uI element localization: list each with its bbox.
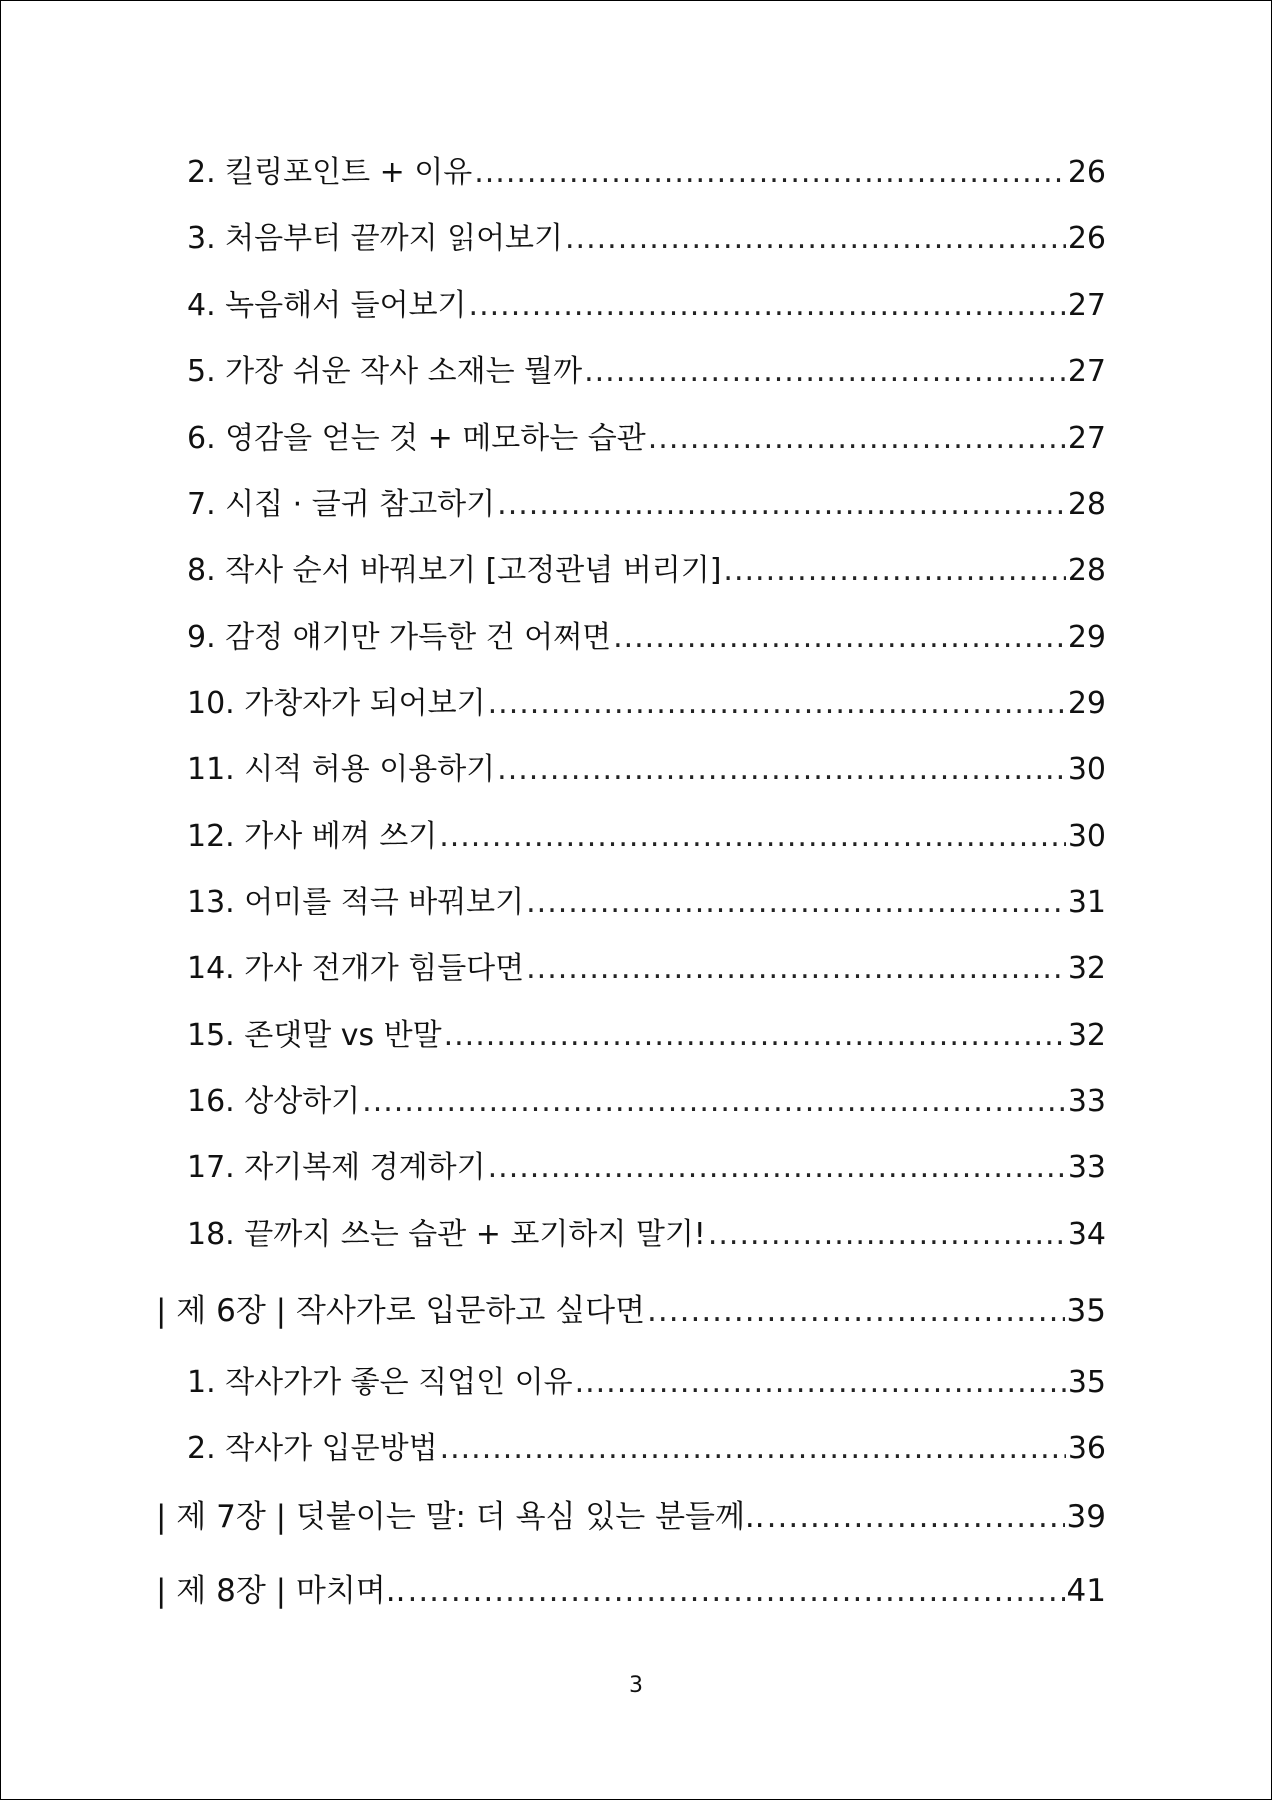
toc-entry[interactable] [187,883,1106,923]
dot-leader [526,949,1066,989]
toc-entry-page: 28 [1067,487,1106,522]
toc-entry[interactable] [187,1363,1106,1403]
toc-entry-title: 3. 처음부터 끝까지 읽어보기 [187,221,564,256]
toc-entry-title: | 제 7장 | 덧붙이는 말: 더 욕심 있는 분들께.. [156,1499,765,1535]
dot-leader [584,352,1066,392]
toc-entry-page: 41 [1066,1573,1106,1609]
toc-entry[interactable] [187,1429,1106,1469]
dot-leader [474,153,1066,193]
toc-entry-title: 5. 가장 쉬운 작사 소재는 뭘까 [187,354,583,389]
toc-entry[interactable] [187,485,1106,525]
toc-entry-page: 29 [1067,686,1106,721]
toc-entry-title: 13. 어미를 적극 바꿔보기 [187,885,525,920]
toc-entry-title: 17. 자기복제 경계하기 [187,1150,486,1185]
toc-entry-page: 35 [1067,1365,1106,1400]
toc-entry[interactable] [187,551,1106,591]
dot-leader [708,1215,1066,1255]
toc-entry-title: 11. 시적 허용 이용하기 [187,752,496,787]
dot-leader [648,419,1066,459]
toc-entry[interactable] [187,1016,1106,1056]
toc-entry-page: 33 [1067,1084,1106,1119]
toc-entry-title: 14. 가사 전개가 힘들다면 [187,951,525,986]
toc-entry[interactable] [187,1082,1106,1122]
dot-leader [647,1291,1065,1331]
toc-entry-page: 32 [1067,951,1106,986]
dot-leader [488,1148,1066,1188]
dot-leader [497,485,1066,525]
toc-entry[interactable] [187,419,1106,459]
toc-entry-title: 4. 녹음해서 들어보기 [187,288,467,323]
toc-entry-title: 7. 시집 · 글귀 참고하기 [187,487,496,522]
toc-entry-title: | 제 8장 | 마치며.. [156,1573,406,1609]
dot-leader [488,684,1066,724]
toc-entry-title: 8. 작사 순서 바꿔보기 [고정관념 버리기] [187,553,722,588]
dot-leader [575,1363,1066,1403]
toc-entry-page: 36 [1067,1431,1106,1466]
toc-entry[interactable] [187,219,1106,259]
toc-chapter-entry[interactable] [156,1497,1106,1537]
dot-leader [526,883,1066,923]
toc-entry-title: 18. 끝까지 쓰는 습관 + 포기하지 말기! [187,1217,706,1252]
toc-entry-page: 30 [1067,752,1106,787]
toc-entry-page: 31 [1067,885,1106,920]
toc-entry-page: 34 [1067,1217,1106,1252]
toc-entry-title: 6. 영감을 얻는 것 + 메모하는 습관 [187,421,646,456]
dot-leader [565,219,1066,259]
toc-entry-page: 33 [1067,1150,1106,1185]
dot-leader [497,750,1066,790]
dot-leader [407,1571,1064,1611]
dot-leader [444,1016,1066,1056]
toc-entry-page: 26 [1067,155,1106,190]
page-number: 3 [629,1673,643,1698]
toc-entry-page: 29 [1067,620,1106,655]
toc-entry-title: 12. 가사 베껴 쓰기 [187,819,438,854]
toc-chapter-entry[interactable] [156,1571,1106,1611]
toc-entry-page: 27 [1067,288,1106,323]
toc-entry-page: 26 [1067,221,1106,256]
toc-entry-title: 16. 상상하기 [187,1084,361,1119]
toc-entry-title: 2. 킬링포인트 + 이유 [187,155,473,190]
toc-entry-title: 15. 존댓말 vs 반말 [187,1018,442,1053]
toc-entry[interactable] [187,1148,1106,1188]
toc-entry-title: 10. 가창자가 되어보기 [187,686,486,721]
toc-entry-page: 27 [1067,421,1106,456]
toc-entry-title: | 제 6장 | 작사가로 입문하고 싶다면 [156,1293,646,1329]
toc-entry-page: 39 [1066,1499,1106,1535]
dot-leader [469,286,1066,326]
toc-entry[interactable] [187,352,1106,392]
dot-leader [439,817,1066,857]
dot-leader [362,1082,1066,1122]
toc-entry-page: 28 [1067,553,1106,588]
toc-entry[interactable] [187,153,1106,193]
toc-entry-page: 27 [1067,354,1106,389]
dot-leader [440,1429,1066,1469]
toc-chapter-entry[interactable] [156,1291,1106,1331]
toc-entry[interactable] [187,750,1106,790]
toc-entry-title: 9. 감정 얘기만 가득한 건 어쩌면 [187,620,612,655]
dot-leader [723,551,1065,591]
toc-entry[interactable] [187,1215,1106,1255]
toc-entry-page: 35 [1066,1293,1106,1329]
dot-leader [613,618,1066,658]
dot-leader [767,1497,1065,1537]
toc-entry-page: 32 [1067,1018,1106,1053]
toc-entry-page: 30 [1067,819,1106,854]
toc-entry[interactable] [187,684,1106,724]
toc-entry[interactable] [187,618,1106,658]
toc-entry-title: 1. 작사가가 좋은 직업인 이유 [187,1365,573,1400]
toc-entry[interactable] [187,949,1106,989]
toc-entry-title: 2. 작사가 입문방법 [187,1431,438,1466]
toc-entry[interactable] [187,817,1106,857]
toc-entry[interactable] [187,286,1106,326]
